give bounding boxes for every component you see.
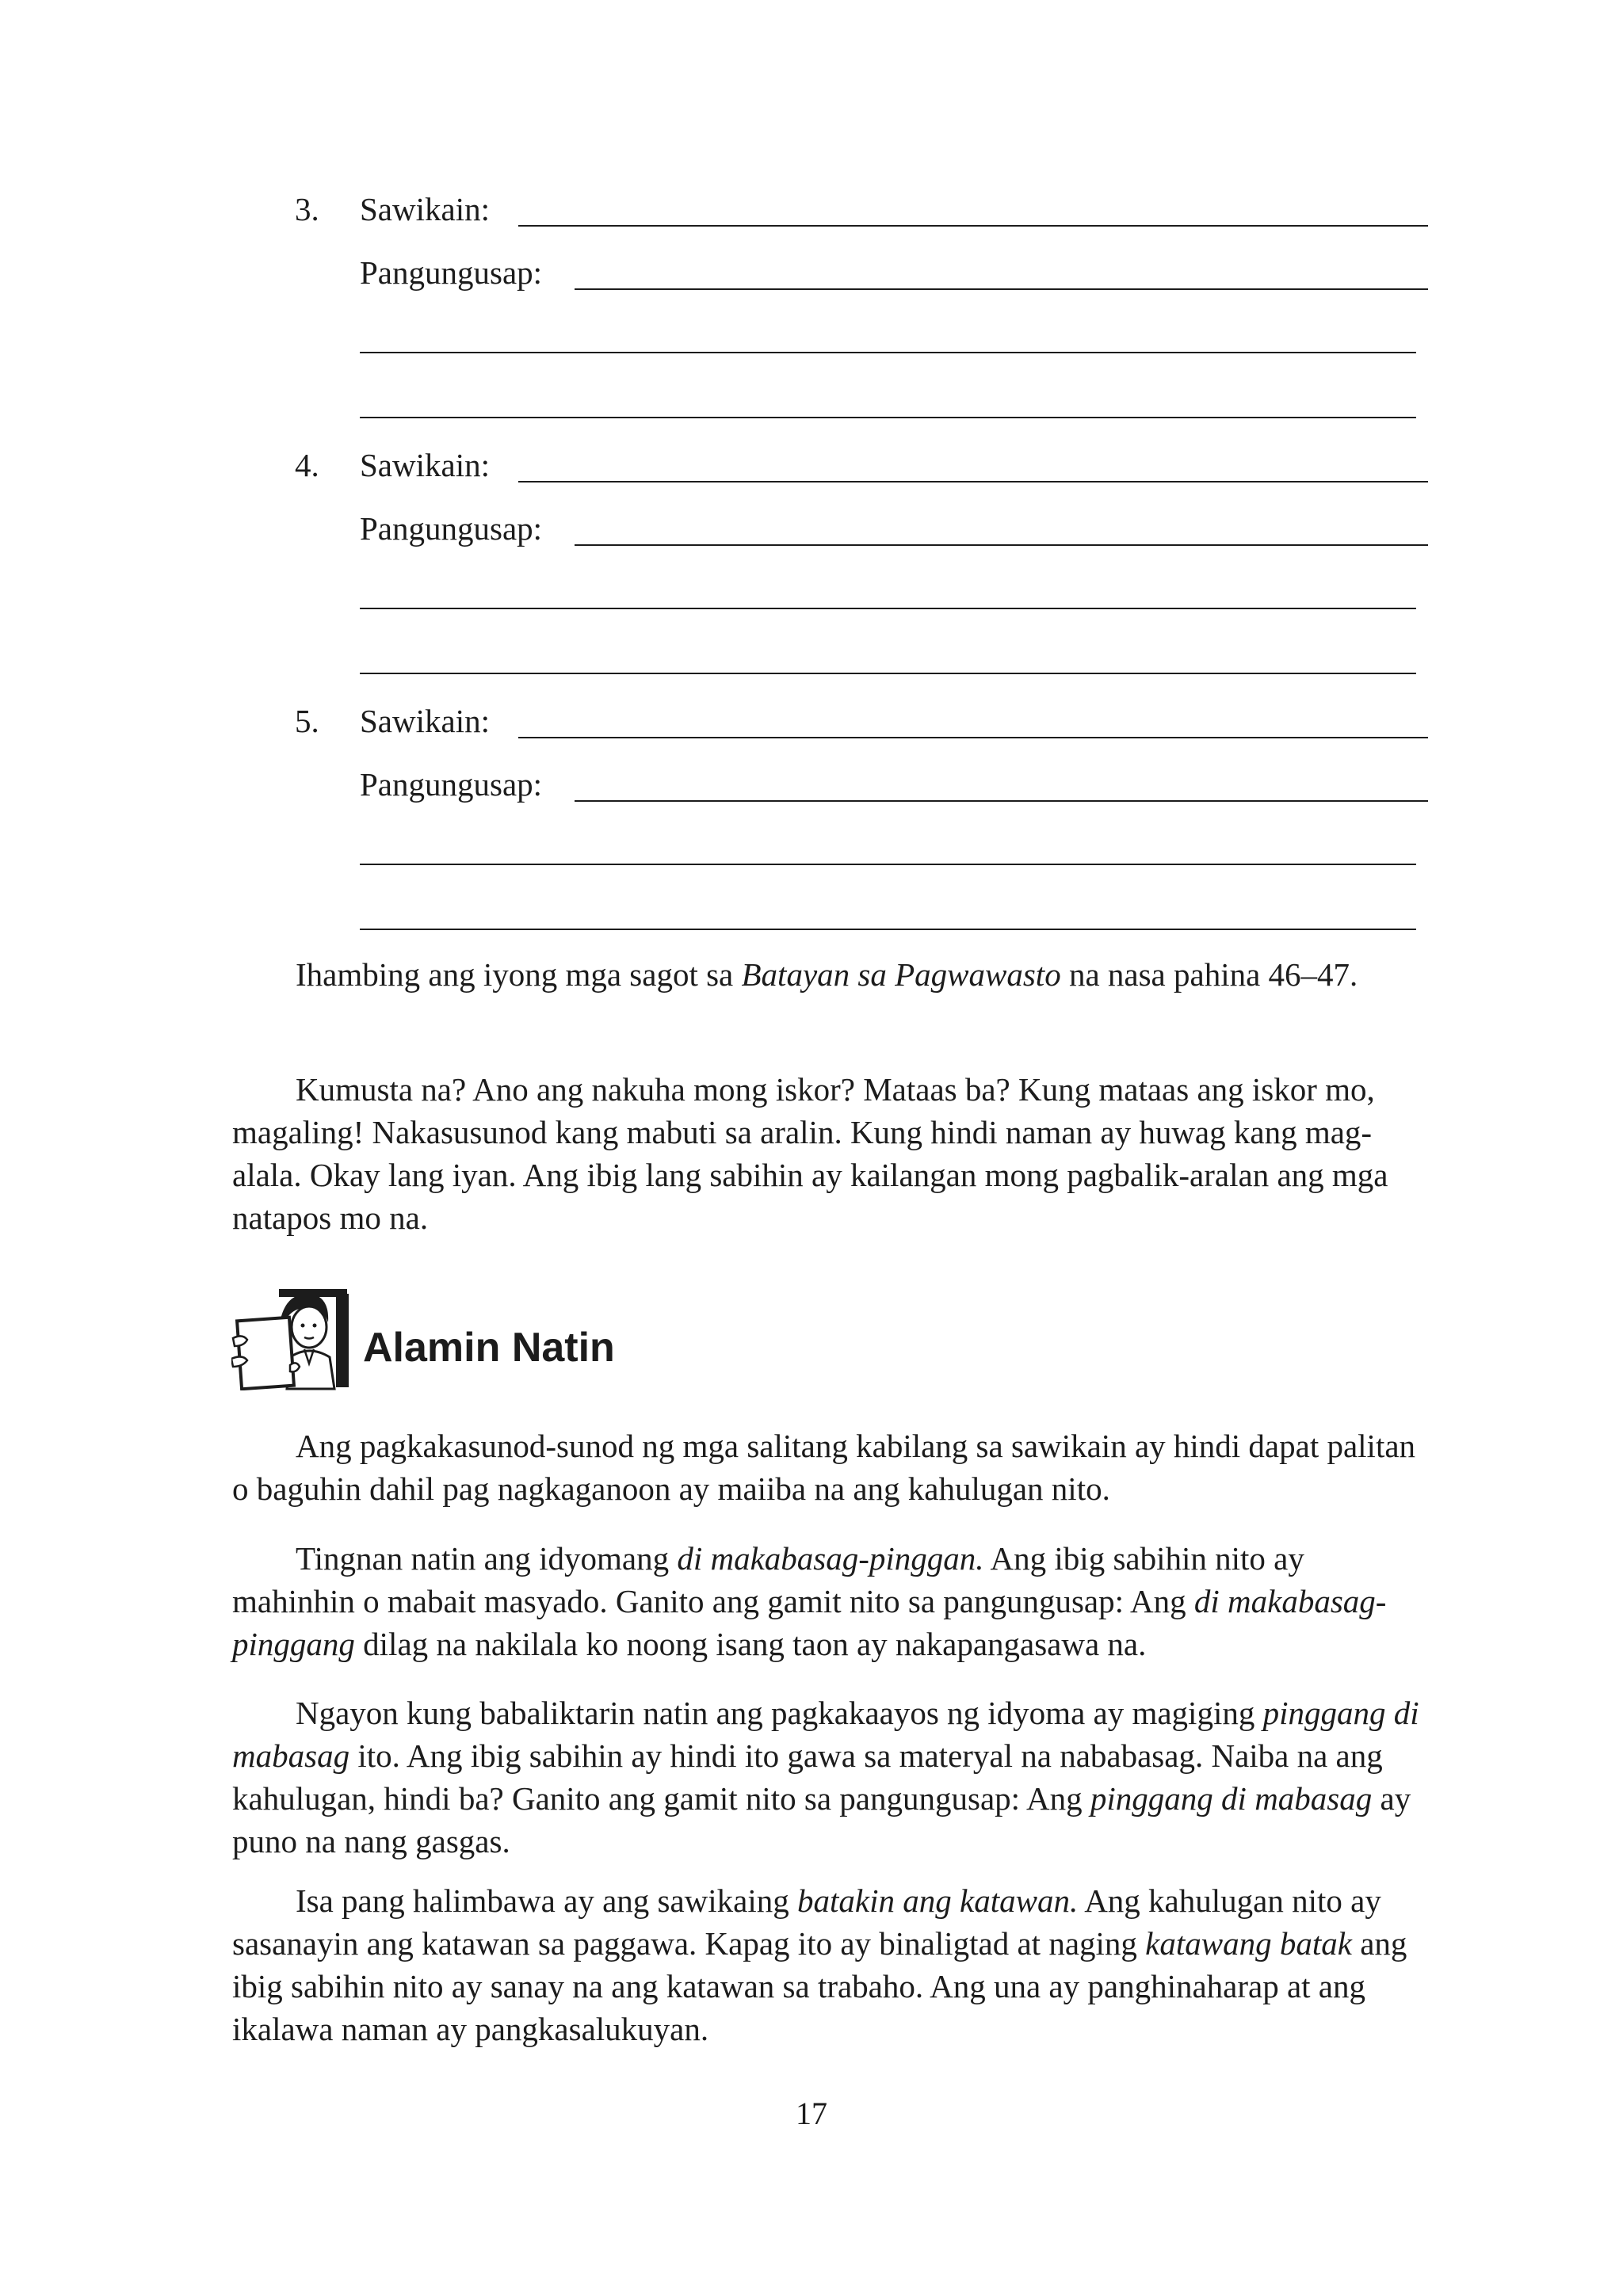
idiom-example: pinggang di mabasag (1090, 1780, 1373, 1817)
check-text: Ihambing ang iyong mga sagot sa (296, 956, 742, 993)
sawikain-row (295, 446, 1428, 494)
body-text: ito. Ang ibig sabihin ay hindi ito gawa sa materyal na nababasag. Naiba na ang kahulugan, hindi ba? Ganito ang gamit nito sa pangungusap: Ang (232, 1737, 1383, 1817)
pangungusap-row (295, 765, 1428, 813)
idiom-example: katawang batak (1145, 1925, 1352, 1962)
sawikain-answer-line[interactable] (518, 737, 1428, 738)
pangungusap-answer-line[interactable] (575, 288, 1428, 290)
answer-line[interactable] (360, 673, 1416, 674)
answer-line[interactable] (360, 608, 1416, 609)
sawikain-row (295, 702, 1428, 749)
body-text: ang ibig sabihin nito ay sanay na ang katawan sa trabaho. Ang una ay panghinaharap at ang ikalawa naman ay pangkasalukuyan. (232, 1925, 1407, 2047)
answer-line[interactable] (360, 417, 1416, 418)
sawikain-answer-line[interactable] (518, 225, 1428, 227)
body-text: Ang pagkakasunod-sunod ng mga salitang kabilang sa sawikain ay hindi dapat palitan o baguhin dahil pag nagkaganoon ay maiiba na ang kahulugan nito. (232, 1428, 1416, 1507)
pangungusap-row (295, 509, 1428, 557)
item-number: 4. (295, 447, 319, 483)
body-text: Isa pang halimbawa ay ang sawikaing (296, 1882, 798, 1919)
body-paragraph-2 (232, 1537, 1421, 1665)
item-number: 3. (295, 191, 319, 227)
answer-key-title: Batayan sa Pagwawasto (741, 956, 1061, 993)
body-paragraph-1 (232, 1425, 1421, 1510)
sawikain-row (295, 190, 1428, 238)
idiom-example: di makabasag-pinggan. (677, 1540, 984, 1577)
sawikain-label: Sawikain: (360, 703, 490, 739)
sawikain-label: Sawikain: (360, 447, 490, 483)
page-number: 17 (796, 2096, 827, 2131)
pangungusap-label: Pangungusap: (360, 766, 543, 803)
body-paragraph-4 (232, 1879, 1421, 2050)
section-title: Alamin Natin (363, 1325, 615, 1371)
pangungusap-label: Pangungusap: (360, 254, 543, 291)
body-text: dilag na nakilala ko noong isang taon ay nakapangasawa na. (354, 1626, 1147, 1662)
check-text: na nasa pahina 46–47. (1060, 956, 1358, 993)
item-number: 5. (295, 703, 319, 739)
pangungusap-row (295, 254, 1428, 301)
sawikain-label: Sawikain: (360, 191, 490, 227)
body-text: ay puno na nang gasgas. (232, 1780, 1411, 1859)
answer-line[interactable] (360, 929, 1416, 930)
check-answers-paragraph (232, 953, 1421, 996)
student-holding-paper-icon (231, 1287, 350, 1390)
encouragement-paragraph (232, 1068, 1421, 1239)
pangungusap-label: Pangungusap: (360, 510, 543, 547)
section-header (231, 1287, 945, 1390)
idiom-example: di makabasag-pinggang (232, 1583, 1387, 1662)
encouragement-text: Kumusta na? Ano ang nakuha mong iskor? Mataas ba? Kung mataas ang iskor mo, magaling! Nakasusunod kang mabuti sa aralin. Kung hindi naman ay huwag kang mag-alala. Okay lang iyan. Ang ibig lang sabihin ay kailangan mong pagbalik-aralan ang mga natapos mo na. (232, 1071, 1388, 1236)
sawikain-answer-line[interactable] (518, 481, 1428, 482)
body-text: Ang ibig sabihin nito ay mahinhin o mabait masyado. Ganito ang gamit nito sa pangungusap: Ang (232, 1540, 1304, 1619)
body-paragraph-3 (232, 1691, 1421, 1863)
pangungusap-answer-line[interactable] (575, 544, 1428, 546)
answer-line[interactable] (360, 352, 1416, 353)
idiom-example: pinggang di mabasag (232, 1695, 1419, 1774)
idiom-example: batakin ang katawan. (797, 1882, 1079, 1919)
pangungusap-answer-line[interactable] (575, 800, 1428, 802)
body-text: Tingnan natin ang idyomang (296, 1540, 678, 1577)
body-text: Ngayon kung babaliktarin natin ang pagkakaayos ng idyoma ay magiging (296, 1695, 1263, 1731)
body-text: Ang kahulugan nito ay sasanayin ang katawan sa paggawa. Kapag ito ay binaligtad at naging (232, 1882, 1381, 1962)
answer-line[interactable] (360, 864, 1416, 865)
